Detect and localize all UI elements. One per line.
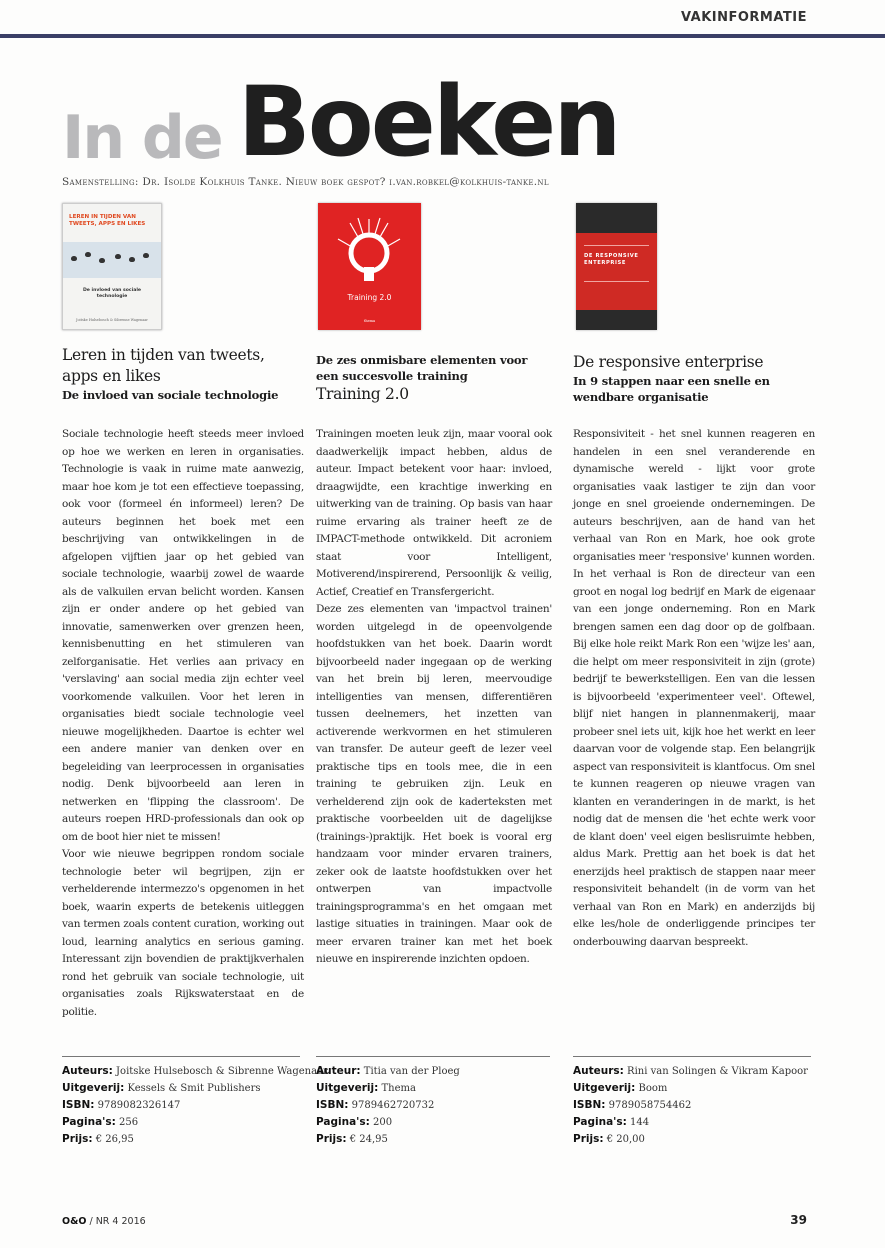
- detail-pages: Pagina's: 200: [316, 1116, 393, 1128]
- magazine-name: O&O: [62, 1216, 87, 1227]
- cover-3-divider: [584, 245, 649, 246]
- cover-3-photo: [576, 203, 657, 233]
- book-2-details: [316, 1056, 550, 1148]
- cover-3-photo-bottom: [576, 310, 657, 330]
- book-3-headings: [573, 352, 815, 405]
- book-1-subtitle: De invloed van sociale technologie: [62, 388, 279, 402]
- detail-price: Prijs: € 26,95: [62, 1133, 134, 1145]
- review-paragraph: Trainingen moeten leuk zijn, maar vooral ook daadwerkelijk impact hebben, aldus de auteur. Impact betekent voor haar: invloed, draagwijdte, een krachtige inwerking en uitwerking van de training. Op basis van haar ruime ervaring als trainer heeft ze de IMPACT-methode ontwikkeld. Dit acroniem staat voor Intelligent, Motiverend/inspirerend, Persoonlijk & veilig, Actief, Creatief en Transfergericht.: [316, 428, 552, 598]
- masthead: [62, 65, 619, 178]
- book-cover-1: [62, 203, 162, 330]
- book-3-title: De responsive enterprise: [573, 353, 764, 371]
- detail-pages: Pagina's: 256: [62, 1116, 139, 1128]
- cover-2-publisher: thema: [363, 319, 376, 323]
- book-1-details: [62, 1056, 328, 1148]
- detail-pages: Pagina's: 144: [573, 1116, 650, 1128]
- byline: Samenstelling: Dr. Isolde Kolkhuis Tanke. Nieuw boek gespot? i.van.robkel@kolkhuis-tanke.nl: [62, 176, 549, 188]
- book-1-headings: [62, 345, 304, 403]
- detail-authors: Auteur: Titia van der Ploeg: [316, 1065, 460, 1077]
- book-2-subtitle: De zes onmisbare elementen voor een succesvolle training: [316, 353, 528, 383]
- review-paragraph: Voor wie nieuwe begrippen rondom sociale technologie beter wil begrijpen, zijn er verhelderende intermezzo's opgenomen in het boek, waarin experts de betekenis uitleggen van termen zoals content curation, working out loud, learning analytics en serious gaming. Interessant zijn bovendien de praktijkverhalen rond het gebruik van sociale technologie, uit organisaties zoals Rijkswaterstaat en de politie.: [62, 848, 304, 1018]
- cover-3-divider: [584, 281, 649, 282]
- review-paragraph: Responsiviteit - het snel kunnen reageren en handelen in een snel veranderende en dynamische wereld - lijkt voor grote organisaties vaak lastiger te zijn dan voor jonge en snel groeiende ondernemingen. De auteurs beschrijven, aan de hand van het verhaal van Ron en Mark, hoe ook grote organisaties meer 'responsive' kunnen worden. In het verhaal is Ron de directeur van een groot en nogal log bedrijf en Mark de eigenaar van een jonge onderneming. Ron en Mark brengen samen een dag door op de golfbaan. Bij elke hole reikt Mark Ron een 'wijze les' aan, die helpt om meer responsiviteit in zijn (grote) bedrijf te bewerkstelligen. Een van die lessen is bijvoorbeeld 'experimenteer veel'. Oftewel, blijf niet hangen in plannenmakerij, maar probeer snel iets uit, kijk hoe het werkt en leer daarvan voor de volgende stap. Een belangrijk aspect van responsiviteit is klantfocus. Om snel te kunnen reageren op nieuwe vragen van klanten en veranderingen in de markt, is het nodig dat de mensen die 'het echte werk voor de klant doen' veel eigen beslisruimte hebben, aldus Mark. Prettig aan het boek is dat het enerzijds heel praktisch de stappen naar meer responsiviteit behandelt (in de vorm van het verhaal van Ron en Mark) en anderzijds bij elke les/hole de onderliggende principes ter onderbouwing daarvan bespreekt.: [573, 428, 815, 948]
- book-1-title: Leren in tijden van tweets, apps en likes: [62, 346, 265, 385]
- head-illustration-icon: [336, 217, 403, 287]
- detail-publisher: Uitgeverij: Boom: [573, 1082, 668, 1094]
- footer-issue: [62, 1216, 146, 1227]
- detail-publisher: Uitgeverij: Thema: [316, 1082, 416, 1094]
- detail-publisher: Uitgeverij: Kessels & Smit Publishers: [62, 1082, 261, 1094]
- book-2-review: [316, 426, 552, 969]
- detail-isbn: ISBN: 9789082326147: [62, 1099, 181, 1111]
- detail-price: Prijs: € 20,00: [573, 1133, 645, 1145]
- book-2-title: Training 2.0: [316, 385, 409, 403]
- section-label: VAKINFORMATIE: [680, 10, 807, 25]
- book-3-review: [573, 426, 815, 951]
- detail-isbn: ISBN: 9789462720732: [316, 1099, 435, 1111]
- cover-2-title: Training 2.0: [347, 293, 392, 302]
- top-rule: [0, 34, 885, 38]
- detail-isbn: ISBN: 9789058754462: [573, 1099, 692, 1111]
- cover-3-title: DE RESPONSIVE ENTERPRISE: [584, 253, 639, 267]
- review-paragraph: Sociale technologie heeft steeds meer invloed op hoe we werken en leren in organisaties. Technologie is vaak in ruime mate aanwezig, maar hoe kom je tot een effectieve toepassing, ook voor (formeel én informeel) leren? De auteurs beginnen het boek met een beschrijving van ontwikkelingen in de afgelopen vijftien jaar op het gebied van sociale technologie, waarbij zowel de waarde als de valkuilen ervan belicht worden. Kansen zijn er onder andere op het gebied van innovatie, samenwerken over grenzen heen, kennisbenutting en het stimuleren van zelforganisatie. Het verlies aan privacy en 'verslaving' aan social media zijn echter veel voorkomende valkuilen. Voor het leren in organisaties biedt sociale technologie veel nieuwe mogelijkheden. Daartoe is echter wel een andere manier van denken over en begeleiding van leerprocessen in organisaties nodig. Denk bijvoorbeeld aan leren in netwerken en 'flipping the classroom'. De auteurs roepen HRD-professionals dan ook op om de boot hier niet te missen!: [62, 428, 304, 843]
- book-1-review: [62, 426, 304, 1021]
- book-3-details: [573, 1056, 811, 1148]
- page-number: 39: [790, 1213, 807, 1227]
- detail-authors: Auteurs: Rini van Solingen & Vikram Kapoor: [573, 1065, 808, 1077]
- cover-1-authors: Joitske Hulsebosch & Sibrenne Wagenaar: [76, 318, 148, 322]
- book-2-headings: [316, 352, 552, 405]
- cover-1-subtitle: De invloed van sociale technologie: [82, 288, 142, 299]
- issue-number: / NR 4 2016: [89, 1216, 146, 1227]
- masthead-light: In de: [62, 103, 222, 173]
- detail-authors: Auteurs: Joitske Hulsebosch & Sibrenne Wagenaar: [62, 1065, 328, 1077]
- masthead-dark: Boeken: [237, 65, 619, 178]
- book-3-subtitle: In 9 stappen naar een snelle en wendbare organisatie: [573, 374, 770, 404]
- book-cover-3: [576, 203, 657, 330]
- cover-1-title: LEREN IN TIJDEN VAN TWEETS, APPS EN LIKES: [69, 214, 146, 227]
- cover-1-illustration: [63, 242, 161, 278]
- review-paragraph: Deze zes elementen van 'impactvol trainen' worden uitgelegd in de opeenvolgende hoofdstukken van het boek. Daarin wordt bijvoorbeeld nader ingegaan op de werking van het brein bij leren, meervoudige intelligenties van mensen, differentiëren tussen deelnemers, het inzetten van activerende werkvormen en het stimuleren van transfer. De auteur geeft de lezer veel praktische tips en tools mee, die in een training te gebruiken zijn. Leuk en verhelderend zijn ook de kaderteksten met praktische voorbeelden uit de dagelijkse (trainings-)praktijk. Het boek is vooral erg handzaam voor minder ervaren trainers, zeker ook de laatste hoofdstukken over het ontwerpen van impactvolle trainingsprogramma's en het omgaan met lastige situaties in trainingen. Maar ook de meer ervaren trainer kan met het boek nieuwe en inspirerende inzichten opdoen.: [316, 603, 552, 965]
- book-cover-2: [318, 203, 421, 330]
- detail-price: Prijs: € 24,95: [316, 1133, 388, 1145]
